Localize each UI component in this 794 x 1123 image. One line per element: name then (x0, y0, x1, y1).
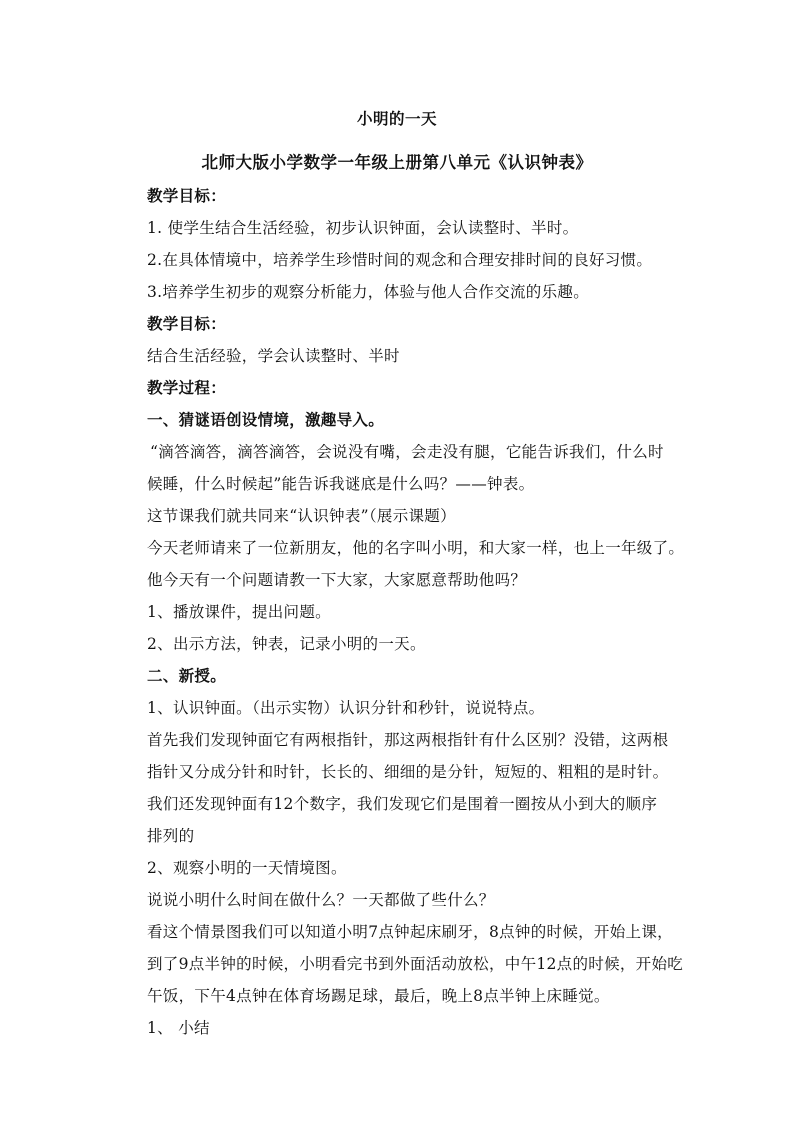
heading-teaching-goals: 教学目标： (147, 186, 227, 205)
paragraph-line: 看这个情景图我们可以知道小明7点钟起床刷牙，8点钟的时候，开始上课， (147, 923, 673, 941)
paragraph-line: 我们还发现钟面有12个数字，我们发现它们是围着一圈按从小到大的顺序 (147, 795, 658, 813)
paragraph-line: 今天老师请来了一位新朋友，他的名字叫小明，和大家一样，也上一年级了。 (147, 539, 685, 557)
list-item: 1、 小结 (147, 1019, 210, 1037)
list-item: 1、认识钟面。（出示实物）认识分针和秒针，说说特点。 (147, 699, 545, 717)
focus-text: 结合生活经验，学会认读整时、半时 (147, 347, 400, 365)
section-heading-2: 二、新授。 (147, 666, 227, 685)
document-title: 小明的一天 (356, 109, 437, 128)
paragraph-line: 首先我们发现钟面它有两根指针，那这两根指针有什么区别？没错，这两根 (147, 731, 669, 749)
goal-item-3: 3.培养学生初步的观察分析能力，体验与他人合作交流的乐趣。 (147, 283, 589, 301)
paragraph-line: “滴答滴答，滴答滴答，会说没有嘴，会走没有腿，它能告诉我们，什么时 (150, 443, 664, 461)
paragraph-line: 午饭，下午4点钟在体育场踢足球，最后，晚上8点半钟上床睡觉。 (147, 987, 610, 1005)
list-item: 2、出示方法，钟表，记录小明的一天。 (147, 635, 426, 653)
section-heading-1: 一、猜谜语创设情境，激趣导入。 (147, 410, 385, 429)
paragraph-line: 到了9点半钟的时候，小明看完书到外面活动放松，中午12点的时候，开始吃 (147, 955, 684, 973)
heading-teaching-focus: 教学目标： (147, 314, 227, 333)
paragraph-line: 说说小明什么时间在做什么？一天都做了些什么？ (147, 891, 495, 909)
list-item: 2、观察小明的一天情境图。 (147, 859, 347, 877)
goal-item-2: 2.在具体情境中，培养学生珍惜时间的观念和合理安排时间的良好习惯。 (147, 251, 653, 269)
paragraph-line: 这节课我们就共同来“认识钟表”（展示课题） (147, 507, 456, 525)
paragraph-line: 候睡，什么时候起”能告诉我谜底是什么吗？——钟表。 (147, 475, 535, 493)
goal-item-1: 1. 使学生结合生活经验，初步认识钟面，会认读整时、半时。 (147, 219, 579, 237)
paragraph-line: 他今天有一个问题请教一下大家，大家愿意帮助他吗？ (147, 571, 527, 589)
document-subtitle: 北师大版小学数学一年级上册第八单元《认识钟表》 (201, 153, 593, 172)
list-item: 1、播放课件，提出问题。 (147, 603, 331, 621)
paragraph-line: 排列的 (147, 827, 195, 845)
paragraph-line: 指针又分成分针和时针，长长的、细细的是分针，短短的、粗粗的是时针。 (147, 763, 669, 781)
heading-teaching-process: 教学过程： (147, 378, 227, 397)
